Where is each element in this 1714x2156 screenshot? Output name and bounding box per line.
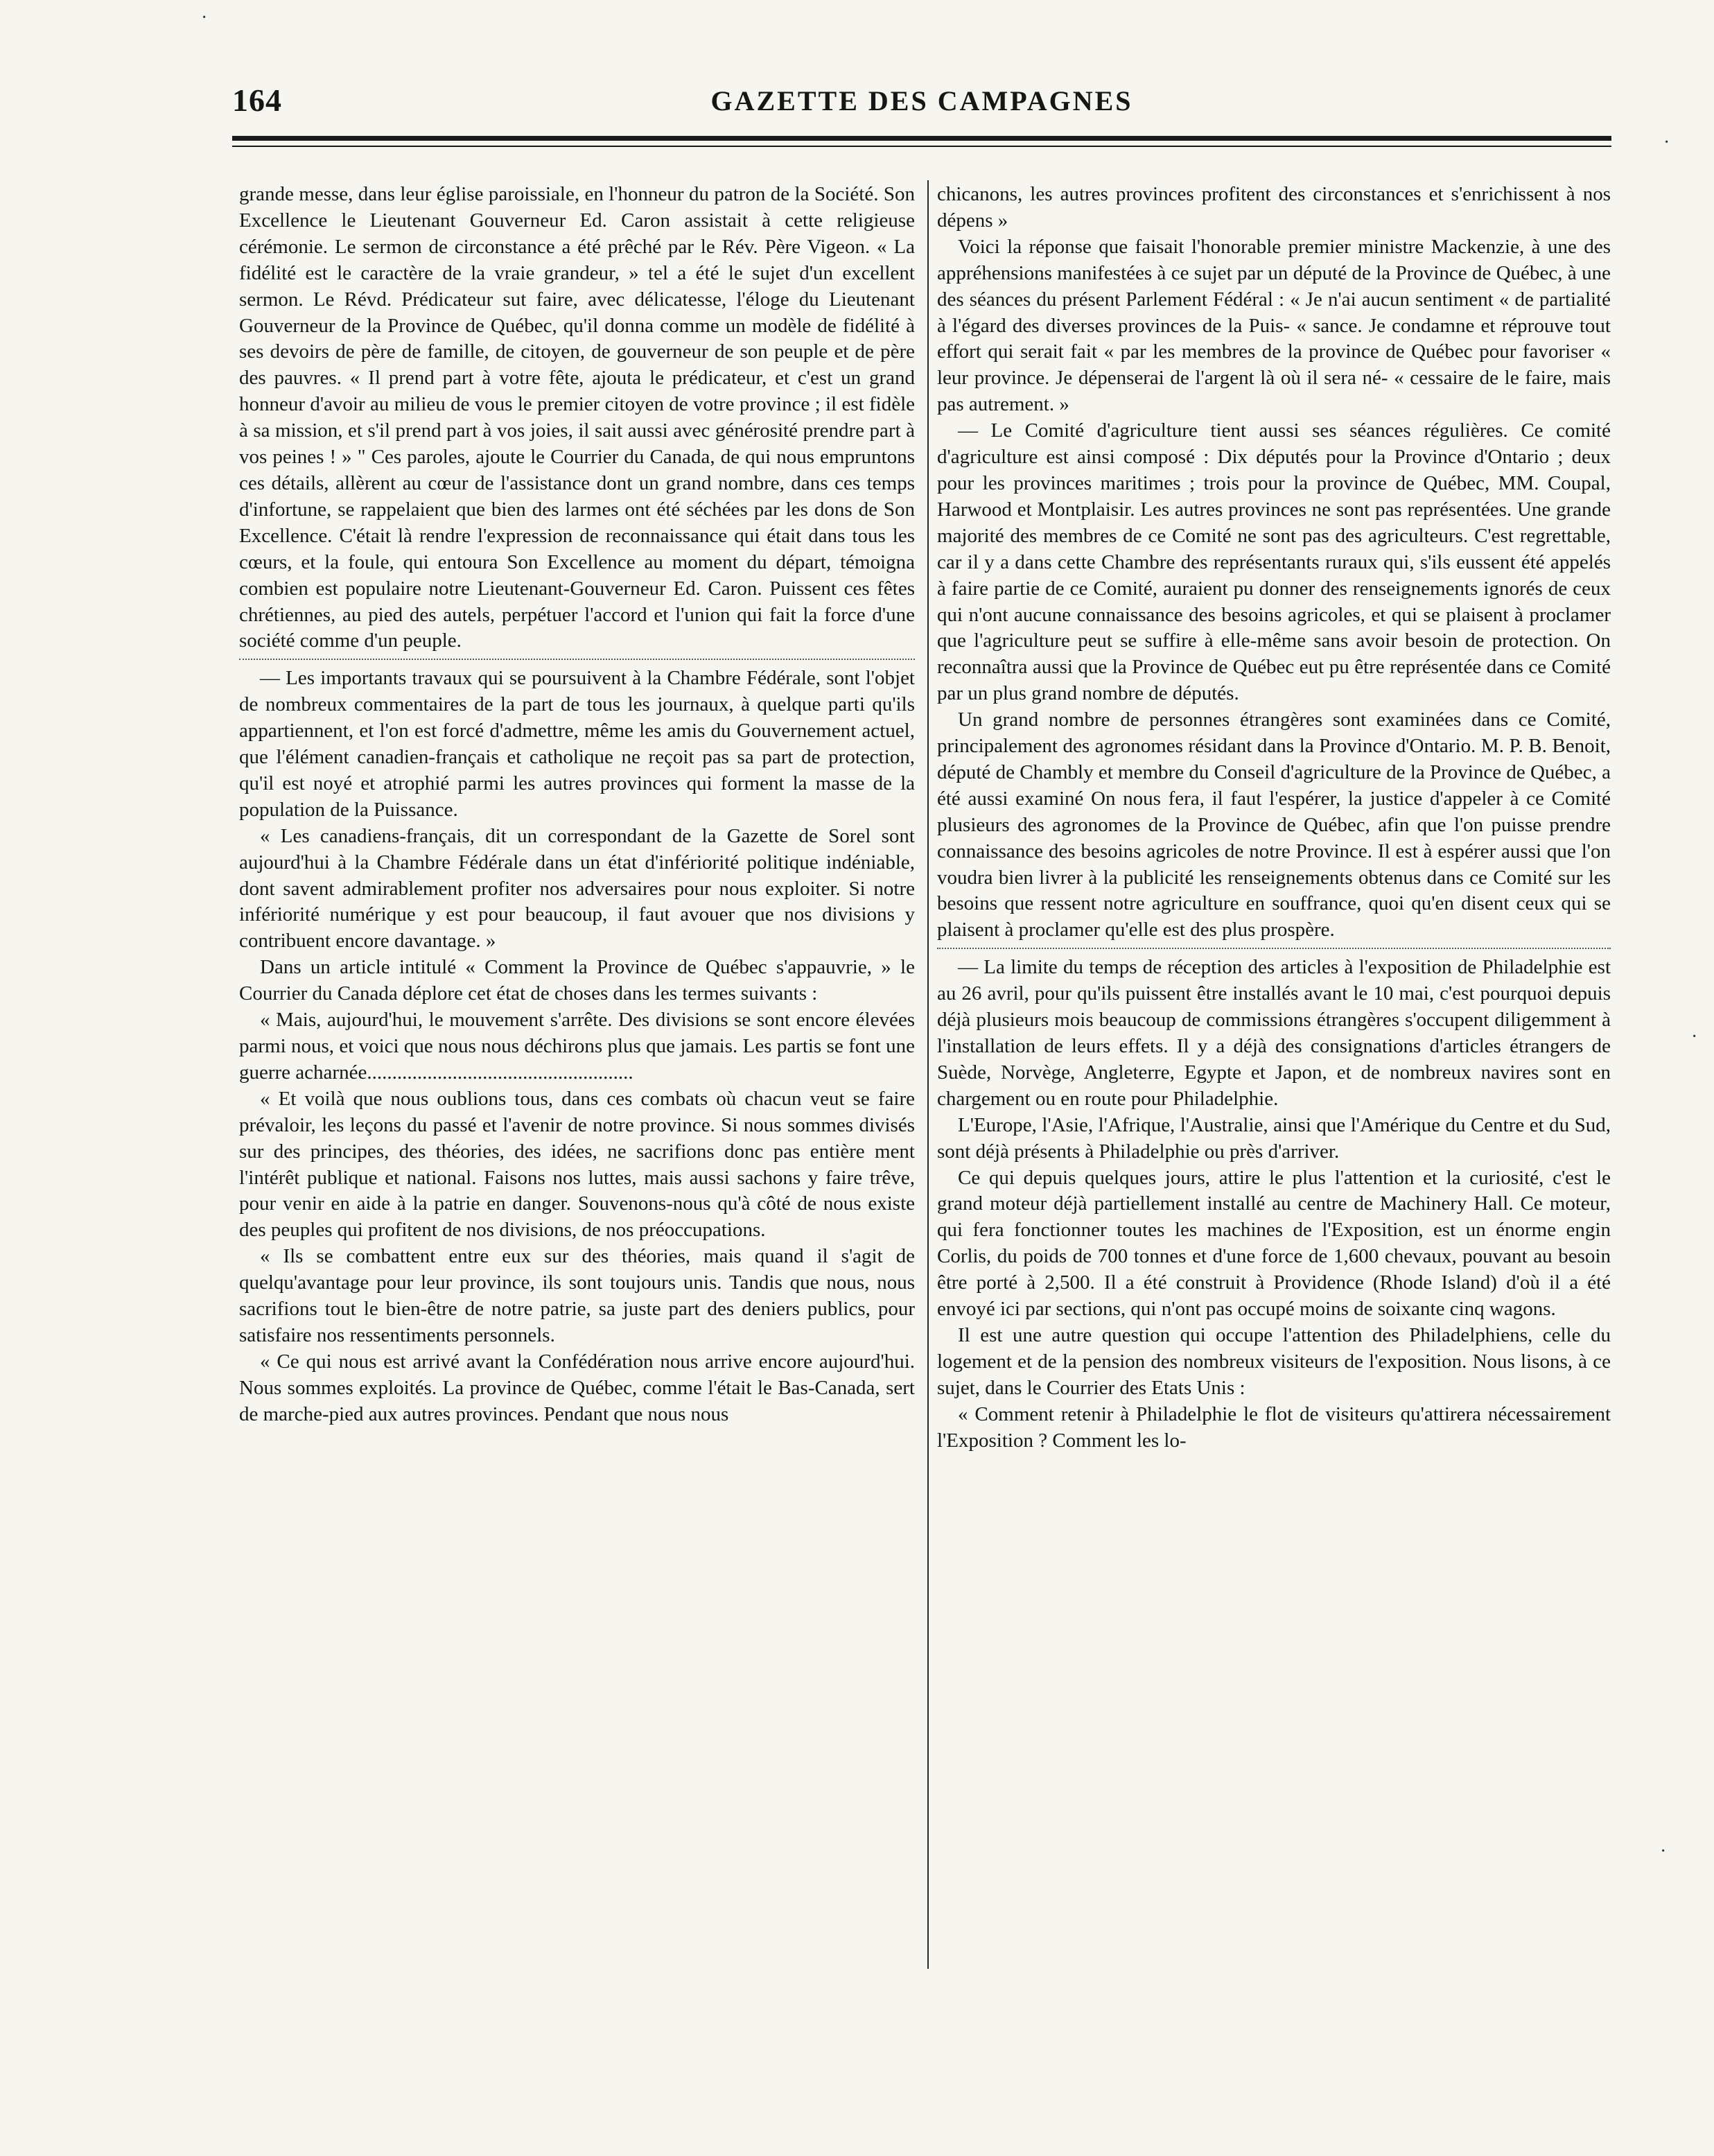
right-column xyxy=(937,182,1611,1984)
paragraph: chicanons, les autres provinces profitent des circonstances et s'enrichissent à nos dépens » xyxy=(937,183,1611,232)
column-divider xyxy=(927,180,929,1969)
paragraph: Un grand nombre de personnes étrangères sont examinées dans ce Comité, principalement des agronomes résidant dans la Province d'Ontario. M. P. B. Benoit, député de Chambly et membre du Conseil d'agriculture de la Province de Québec, a été aussi examiné On nous fera, il faut l'espérer, la justice d'appeler à ce Comité plusieurs des agronomes de la Province de Québec, afin que l'on puisse prendre connaissance des besoins agricoles de notre Province. Il est à espérer aussi que l'on voudra bien livrer à la publicité les renseignements obtenus dans ce Comité sur les besoins que ressent notre agriculture en souffrance, quoi qu'en disent ceux qui se plaisent à proclamer qu'elle est des plus prospère. xyxy=(937,708,1611,941)
running-title: GAZETTE DES CAMPAGNES xyxy=(710,85,1133,116)
paragraph: Dans un article intitulé « Comment la Province de Québec s'appauvrie, » le Courrier du Canada déplore cet état de choses dans les termes suivants : xyxy=(239,956,915,1005)
paragraph: grande messe, dans leur église paroissiale, en l'honneur du patron de la Société. Son Excellence le Lieutenant Gouverneur Ed. Caron assistait à cette religieuse cérémonie. Le sermon de circonstance a été prêché par le Rév. Père Vigeon. « La fidélité est le caractère de la vraie grandeur, » tel a été le sujet d'un excellent sermon. Le Révd. Prédicateur sut faire, avec délicatesse, l'éloge du Lieutenant Gouverneur de la Province de Québec, qu'il donna comme un modèle de fidélité à ses devoirs de père de famille, de citoyen, de gouverneur de son peuple et de père des pauvres. « Il prend part à votre fête, ajouta le prédicateur, et c'est un grand honneur d'avoir au milieu de vous le premier citoyen de votre province ; il est fidèle à sa mission, et s'il prend part à vos joies, il sait aussi avec générosité prendre part à vos peines ! » " Ces paroles, ajoute le Courrier du Canada, de qui nous empruntons ces détails, allèrent au cœur de l'assistance dont un grand nombre, dans ces temps d'infortune, se rappelaient que bien des larmes ont été séchées par les dons de Son Excellence. C'était là rendre l'expression de reconnaissance qui était dans tous les cœurs, et la foule, qui entoura Son Excellence au moment du départ, témoigna combien est populaire notre Lieutenant-Gouverneur Ed. Caron. Puissent ces fêtes chrétiennes, au pied des autels, perpétuer l'accord et l'union qui fait la force d'une société comme d'un peuple. xyxy=(239,183,915,652)
section-separator xyxy=(937,948,1611,949)
paragraph: Il est une autre question qui occupe l'attention des Philadelphiens, celle du logement et de la pension des nombreux visiteurs de l'exposition. Nous lisons, à ce sujet, dans le Courrier des Etats Unis : xyxy=(937,1323,1611,1399)
scan-speck: · xyxy=(201,7,208,28)
paragraph: « Ils se combattent entre eux sur des théories, mais quand il s'agit de quelqu'avantage pour leur province, ils sont toujours unis. Tandis que nous, nous sacrifions tout le bien-être de notre patrie, sa juste part des deniers publics, pour satisfaire nos ressentiments personnels. xyxy=(239,1245,915,1346)
scan-speck: · xyxy=(1663,132,1670,153)
paragraph: Voici la réponse que faisait l'honorable premier ministre Mackenzie, à une des appréhensions manifestées à ce sujet par un député de la Province de Québec, à une des séances du présent Parlement Fédéral : « Je n'ai aucun sentiment « de partialité à l'égard des diverses provinces de la Puis- « sance. Je condamne et réprouve tout effort qui serait fait « par les membres de la province de Québec pour favoriser « leur province. Je dépenserai de l'argent là où il sera né- « cessaire de le faire, mais pas autrement. » xyxy=(937,235,1611,416)
paragraph: « Mais, aujourd'hui, le mouvement s'arrête. Des divisions se sont encore élevées parmi nous, et voici que nous nous déchirons plus que jamais. Les partis se font une guerre acharnée..................................................... xyxy=(239,1009,915,1084)
paragraph: « Et voilà que nous oublions tous, dans ces combats où chacun veut se faire prévaloir, les leçons du passé et l'avenir de notre province. Si nous sommes divisés sur des principes, des théories, des idées, ne sacrifions donc pas entière ment l'intérêt publique et national. Faisons nos luttes, mais aussi sachons y faire trêve, pour venir en aide à la patrie en danger. Souvenons-nous qu'à côté de nous existe des peuples qui profitent de nos divisions, de nos préoccupations. xyxy=(239,1087,915,1242)
paragraph: « Comment retenir à Philadelphie le flot de visiteurs qu'attirera nécessairement l'Exposition ? Comment les lo- xyxy=(937,1402,1611,1452)
page-header xyxy=(232,82,1611,123)
paragraph: « Ce qui nous est arrivé avant la Confédération nous arrive encore aujourd'hui. Nous sommes exploités. La province de Québec, comme l'était le Bas-Canada, sert de marche-pied aux autres provinces. Pendant que nous nous xyxy=(239,1350,915,1425)
left-column xyxy=(239,182,915,1984)
paragraph: Ce qui depuis quelques jours, attire le plus l'attention et la curiosité, c'est le grand moteur déjà partiellement installé au centre de Machinery Hall. Ce moteur, qui fera fonctionner toutes les machines de l'Exposition, est un énorme engin Corlis, du poids de 700 tonnes et d'une force de 1,600 chevaux, pouvant au besoin être porté à 2,500. Il a été construit à Providence (Rhode Island) d'où il a été envoyé ici par sections, qui n'ont pas occupé moins de soixante cinq wagons. xyxy=(937,1166,1611,1321)
scan-speck: · xyxy=(1691,1026,1698,1047)
header-rule-thin xyxy=(232,146,1611,147)
paragraph: « Les canadiens-français, dit un correspondant de la Gazette de Sorel sont aujourd'hui à la Chambre Fédérale dans un état d'infériorité politique indéniable, dont savent admirablement profiter nos adversaires pour nous exploiter. Si notre infériorité numérique y est pour beaucoup, il faut avouer que nos divisions y contribuent encore davantage. » xyxy=(239,824,915,953)
paragraph: — La limite du temps de réception des articles à l'exposition de Philadelphie est au 26 avril, pour qu'ils puissent être installés avant le 10 mai, c'est pourquoi depuis déjà plusieurs mois beaucoup de commissions étrangères s'occupent diligemment à l'installation de leurs effets. Il y a déjà des consignations d'articles étrangers de Suède, Norvège, Angleterre, Egypte et Japon, et de nombreux navires sont en chargement ou en route pour Philadelphie. xyxy=(937,956,1611,1110)
header-rule-thick xyxy=(232,136,1611,141)
paragraph: — Les importants travaux qui se poursuivent à la Chambre Fédérale, sont l'objet de nombreux commentaires de la part de tous les journaux, à quelque parti qu'ils appartiennent, et l'on est forcé d'admettre, même les amis du Gouvernement actuel, que l'élément canadien-français et catholique ne reçoit pas sa part de protection, qu'il est noyé et atrophié parmi les autres provinces qui forment la masse de la population de la Puissance. xyxy=(239,667,915,821)
paragraph: L'Europe, l'Asie, l'Afrique, l'Australie, ainsi que l'Amérique du Centre et du Sud, sont déjà présents à Philadelphie ou près d'arriver. xyxy=(937,1113,1611,1163)
paragraph: — Le Comité d'agriculture tient aussi ses séances régulières. Ce comité d'agriculture est ainsi composé : Dix députés pour la Province d'Ontario ; deux pour les provinces maritimes ; trois pour la province de Québec, MM. Coupal, Harwood et Montplaisir. Les autres provinces ne sont pas représentées. Une grande majorité des membres de ce Comité ne sont pas des agriculteurs. C'est regrettable, car il y a dans cette Chambre des représentants ruraux qui, s'ils eussent été appelés à faire partie de ce Comité, auraient pu donner des renseignements ignorés de ceux qui n'ont aucune connaissance des besoins agricoles, et qui se plaisent à proclamer que l'agriculture peut se suffire à elle-même sans avoir besoin de protection. On reconnaîtra aussi que la Province de Québec eut pu être représentée dans ce Comité par un plus grand nombre de députés. xyxy=(937,419,1611,705)
page-number: 164 xyxy=(232,82,282,118)
section-separator xyxy=(239,659,915,660)
scan-speck: · xyxy=(1660,1841,1667,1862)
